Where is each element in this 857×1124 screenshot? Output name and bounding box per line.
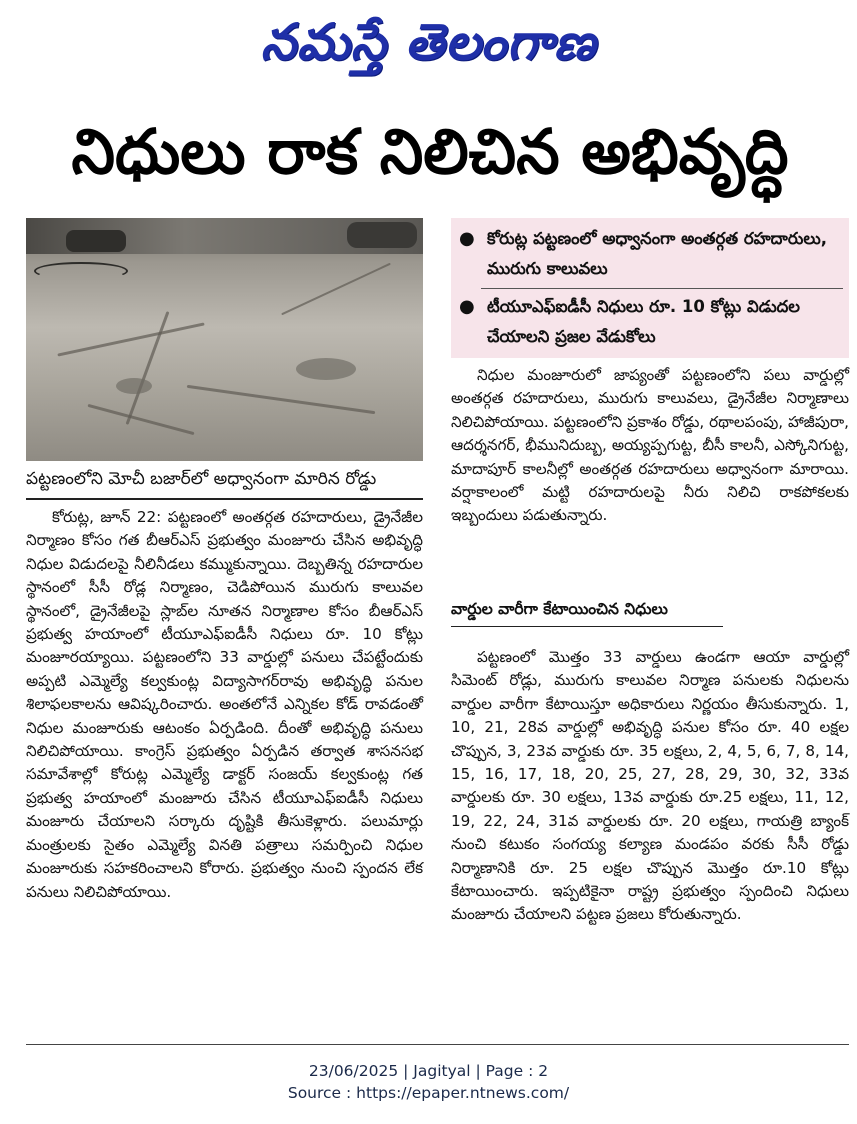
road-crack xyxy=(187,385,376,414)
bullet-icon: ● xyxy=(459,228,475,249)
photo-vehicle xyxy=(347,222,417,248)
road-pothole xyxy=(296,358,356,380)
bullet-icon: ● xyxy=(459,296,475,317)
road-crack xyxy=(281,263,391,316)
photo-hose xyxy=(34,262,128,280)
right-column-bottom xyxy=(451,646,849,927)
body-paragraph: పట్టణంలో మొత్తం 33 వార్డులు ఉండగా ఆయా వార్డుల్లో సిమెంట్ రోడ్లు, మురుగు కాలువల నిర్మాణ పనులకు నిధులను వార్డుల వారీగా కేటాయిస్తూ అధికారులు నిర్ణయం తీసుకున్నారు. 1, 10, 21, 28వ వార్డుల్లో అభివృద్ధి పనుల కోసం రూ. 40 లక్షల చొప్పున, 3, 23వ వార్డుకు రూ. 35 లక్షలు, 2, 4, 5, 6, 7, 8, 14, 15, 16, 17, 18, 20, 25, 27, 28, 29, 30, 32, 33వ వార్డులకు రూ. 30 లక్షలు, 13వ వార్డుకు రూ.25 లక్షలు, 11, 12, 19, 22, 24, 31వ వార్డులకు రూ. 20 లక్షలు, గాయత్రి బ్యాంక్ నుంచి కటుకం సంగయ్య కల్యాణ మండపం వరకు సీసీ రోడ్డు నిర్మాణానికి రూ. 25 లక్షల చొప్పున మొత్తం రూ.10 కోట్లు కేటాయించారు. ఇప్పటికైనా రాష్ట్ర ప్రభుత్వం స్పందించి నిధులు మంజూరు చేయాలని పట్టణ ప్రజలు కోరుతున్నారు. xyxy=(451,648,849,924)
highlight-text: కోరుట్ల పట్టణంలో అధ్వానంగా అంతర్గత రహదారులు, మురుగు కాలువలు xyxy=(487,229,827,278)
section-subheading: వార్డుల వారీగా కేటాయించిన నిధులు xyxy=(451,596,723,627)
highlight-divider xyxy=(481,288,843,289)
newspaper-logo: నమస్తే తెలంగాణ xyxy=(260,12,597,71)
footer-divider xyxy=(26,1044,849,1045)
source-line: Source : https://epaper.ntnews.com/ xyxy=(287,1084,570,1102)
road-crack xyxy=(87,404,194,435)
left-column xyxy=(26,506,423,904)
photo-motorbike xyxy=(66,230,126,252)
highlights-box xyxy=(451,218,849,358)
highlight-text: టీయూఎఫ్‌ఐడీసీ నిధులు రూ. 10 కోట్లు విడుదల చేయాలని ప్రజల వేడుకోలు xyxy=(487,297,801,346)
road-crack xyxy=(57,322,204,356)
edition-info: 23/06/2025 | Jagityal | Page : 2 xyxy=(308,1062,549,1080)
road-crack xyxy=(126,311,170,425)
masthead xyxy=(0,0,857,88)
photo-caption: పట్టణంలోని మోచీ బజార్‌లో అధ్వానంగా మారిన రోడ్డు xyxy=(26,462,423,500)
body-paragraph: కోరుట్ల, జూన్ 22: పట్టణంలో అంతర్గత రహదారులు, డ్రైనేజీల నిర్మాణం కోసం గత బీఆర్‌ఎస్ ప్రభుత్వం మంజూరు చేసిన అభివృద్ధి నిధుల విడుదలపై నీలినీడలు కమ్ముకున్నాయి. దెబ్బతిన్న రహదారుల స్థానంలో సీసీ రోడ్ల నిర్మాణం, చెడిపోయిన మురుగు కాలువల స్థానంలో, డ్రైనేజీలపై స్లాబ్‌ల నూతన నిర్మాణాల కోసం బీఆర్‌ఎస్ ప్రభుత్వ హయాంలో టీయూఎఫ్‌ఐడీసీ నిధులు రూ. 10 కోట్లు మంజూరయ్యాయి. పట్టణంలోని 33 వార్డుల్లో పనులు చేపట్టేందుకు అప్పటి ఎమ్మెల్యే కల్వకుంట్ల విద్యాసాగర్‌రావు అభివృద్ధి పనుల శిలాఫలకాలను ఆవిష్కరించారు. అంతలోనే ఎన్నికల కోడ్ రావడంతో నిధుల మంజూరుకు ఆటంకం ఏర్పడింది. దీంతో అభివృద్ధి పనులు నిలిచిపోయాయి. కాంగ్రెస్ ప్రభుత్వం ఏర్పడిన తర్వాత శాసనసభ సమావేశాల్లో కోరుట్ల ఎమ్మెల్యే డాక్టర్ సంజయ్ కల్వకుంట్ల గత ప్రభుత్వ హయాంలో మంజూరు చేసిన టీయూఎఫ్‌ఐడీసీ నిధులు మంజూరు చేయాలని సర్కారు దృష్టికి తీసుకెళ్లారు. పలుమార్లు మంత్రులకు సైతం ఎమ్మెల్యే వినతి పత్రాలు సమర్పించి నిధుల మంజూరుకు సహకరించాలని కోరారు. ప్రభుత్వం నుంచి స్పందన లేక పనులు నిలిచిపోయాయి. xyxy=(26,508,423,901)
body-paragraph: నిధుల మంజూరులో జాప్యంతో పట్టణంలోని పలు వార్డుల్లో అంతర్గత రహదారులు, మురుగు కాలువలు, డ్రైనేజీల నిర్మాణాలు నిలిచిపోయాయి. పట్టణంలోని ప్రకాశం రోడ్డు, రథాలపంపు, హాజీపురా, ఆదర్శనగర్, భీమునిదుబ్బ, అయ్యప్పగుట్ట, బీసీ కాలనీ, ఎస్కోనిగుట్ట, మాదాపూర్ కాలనీల్లో అంతర్గత రహదారులు అధ్వానంగా మారాయి. వర్షాకాలంలో మట్టి రహదారులపై నీరు నిలిచి రాకపోకలకు ఇబ్బందులు పడుతున్నారు. xyxy=(451,366,849,525)
article-headline: నిధులు రాక నిలిచిన అభివృద్ధి xyxy=(71,115,789,188)
road-pothole xyxy=(116,378,152,394)
right-column-top xyxy=(451,364,849,528)
page-footer xyxy=(0,1060,857,1104)
article-photo xyxy=(26,218,423,461)
